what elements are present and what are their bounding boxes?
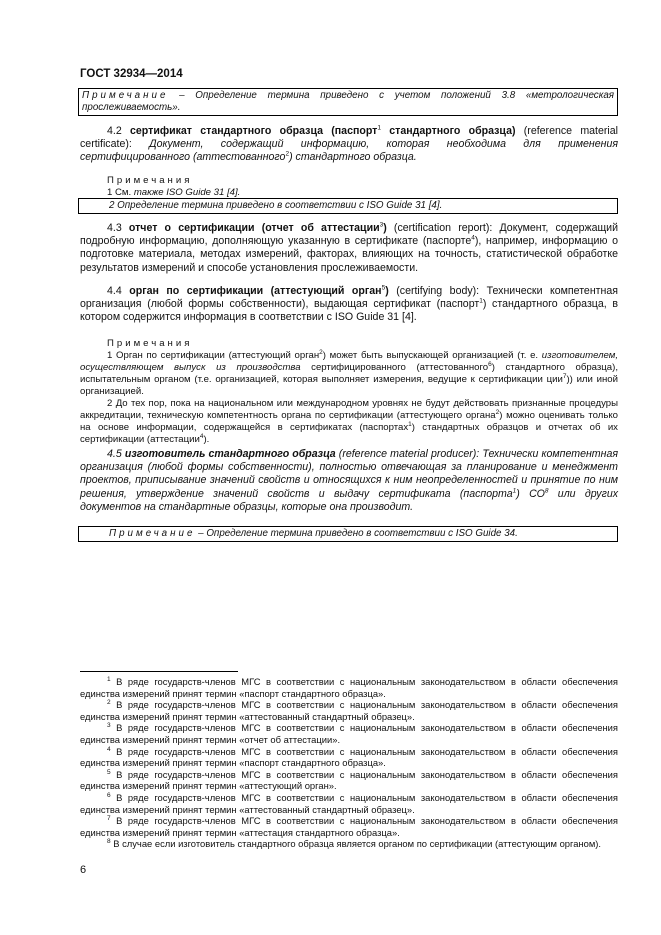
footnote-text: В случае если изготовитель стандартного образца является органом по сертификации (аттестующим органом). bbox=[110, 838, 602, 850]
notes-4-2-2 bbox=[78, 198, 618, 214]
note-3-8 bbox=[78, 88, 618, 116]
footnote-ref: 1 bbox=[512, 487, 517, 495]
footnote-text: В ряде государств-членов МГС в соответствии с национальным законодательством в области обеспечения единства измерений принят термин «аттестованный стандартный образец». bbox=[80, 792, 618, 815]
footnote-number: 3 bbox=[107, 722, 111, 730]
text-run: ) стандартных образцов и отчетах об их сертификации (аттестации bbox=[80, 422, 618, 445]
text-run: 1 Орган по сертификации (аттестующий орган bbox=[107, 350, 320, 361]
text-run: ) СО bbox=[516, 487, 545, 500]
text-run: (certification report): Документ, содержащий подробную информацию, дополняющую указанную в сертификате (паспорте bbox=[80, 222, 619, 248]
footnote-number: 4 bbox=[107, 745, 111, 753]
text-run: сертификат стандартного образца (паспорт bbox=[130, 125, 378, 137]
text-run: орган по сертификации (аттестующий орган bbox=[129, 285, 382, 297]
text-run: Примечания bbox=[107, 175, 193, 186]
footnote bbox=[80, 746, 618, 769]
footnote-number: 1 bbox=[107, 675, 111, 683]
term-4-4 bbox=[80, 285, 618, 325]
footnote bbox=[80, 838, 618, 850]
footnote-ref: 2 bbox=[495, 408, 500, 416]
text-run: ) bbox=[383, 222, 387, 234]
text-run: ) стандартного образца. bbox=[289, 151, 417, 164]
text-run: Документ, содержащий информацию, которая необходима для применения сертифицированного (аттестованного bbox=[80, 138, 619, 164]
term-4-2 bbox=[80, 125, 618, 165]
text-run: или других документов на стандартные образцы, которые она производит. bbox=[80, 487, 619, 513]
footnote-number: 8 bbox=[107, 838, 111, 846]
footnote-ref: 6 bbox=[488, 360, 492, 368]
footnote-ref: 5 bbox=[381, 284, 386, 292]
footnote-number: 7 bbox=[107, 815, 111, 823]
text-run: 4.3 bbox=[107, 222, 129, 234]
term-4-3 bbox=[80, 222, 618, 275]
footnote bbox=[80, 815, 618, 838]
text-run: 2 До тех пор, пока на национальном или международном уровнях не будут действовать признанные процедуры аккредитации, техническую компетентность органа по сертификации (аттестующего органа bbox=[80, 398, 618, 421]
footnote-ref: 2 bbox=[319, 348, 323, 356]
notes-4-4-2 bbox=[80, 398, 618, 446]
footnote-ref: 2 bbox=[285, 150, 290, 158]
text-run: ) можно оценивать только на основе информации, содержащейся в сертификатах (паспортах bbox=[80, 410, 618, 433]
text-run: ). bbox=[203, 434, 210, 445]
text-run: )) или иной организацией. bbox=[80, 374, 618, 397]
notes-4-4-title bbox=[80, 338, 618, 350]
footnote-number: 5 bbox=[107, 768, 111, 776]
text-run: 1 См. bbox=[107, 187, 134, 198]
footnote-separator bbox=[80, 671, 238, 672]
footnote-text: В ряде государств-членов МГС в соответствии с национальным законодательством в области обеспечения единства измерений принят термин «аттестованный стандартный образец». bbox=[80, 699, 618, 722]
footnote-text: В ряде государств-членов МГС в соответствии с национальным законодательством в области обеспечения единства измерений принят термин «аттестация стандартного образца». bbox=[80, 815, 618, 838]
text-run: 4.4 bbox=[107, 285, 130, 297]
footnote-text: В ряде государств-членов МГС в соответствии с национальным законодательством в области обеспечения единства измерений принят термин «паспорт стандартного образца». bbox=[80, 745, 618, 769]
text-run: Примечание bbox=[109, 528, 196, 539]
footnote-ref: 1 bbox=[377, 124, 381, 132]
footnote-ref: 1 bbox=[479, 297, 483, 305]
text-run: ) bbox=[385, 285, 389, 297]
text-run: отчет о сертификации (отчет об аттестации bbox=[128, 222, 380, 234]
footnote-ref: 8 bbox=[544, 487, 549, 495]
notes-4-4-1 bbox=[80, 350, 618, 398]
text-run: ) стандартного образца, в котором содержится информация в соответствии с ISO Guide 31 [4]. bbox=[80, 298, 618, 324]
footnote-number: 6 bbox=[107, 791, 111, 799]
text-run: сертифицированного (аттестованного bbox=[300, 362, 489, 373]
footnote bbox=[80, 792, 618, 815]
footnote bbox=[80, 722, 618, 745]
footnote bbox=[80, 676, 618, 699]
text-run: – Определение термина приведено в соответствии с ISO Guide 34. bbox=[195, 528, 518, 539]
text-run: – Определение термина приведено с учетом положений 3.8 «метрологическая прослеживаемость». bbox=[82, 90, 614, 113]
text-run: 4.2 bbox=[107, 125, 131, 137]
page-number: 6 bbox=[80, 864, 87, 876]
text-run: ) стандартного образца), испытательным органом (т.е. организацией, которая выполняет измерения, ведущие к сертификации ции bbox=[80, 362, 619, 385]
text-run: также ISO Guide 31 [4]. bbox=[133, 187, 241, 198]
text-run: ), например, информацию о подготовке материала, методах измерений, факторах, влияющих на точность, статистической обработке результатов измерений и способе установления прослеживаемости. bbox=[80, 235, 618, 274]
text-run: изготовитель стандартного образца bbox=[124, 448, 336, 460]
footnote-ref: 4 bbox=[471, 234, 475, 242]
footnote bbox=[80, 699, 618, 722]
footnote-number: 2 bbox=[107, 699, 111, 707]
footnote-ref: 7 bbox=[562, 372, 567, 380]
footnote-text: В ряде государств-членов МГС в соответствии с национальным законодательством в области обеспечения единства измерений принят термин «отчет об аттестации». bbox=[80, 722, 618, 745]
footnote-text: В ряде государств-членов МГС в соответствии с национальным законодательством в области обеспечения единства измерений принят термин «аттестующий орган». bbox=[80, 768, 618, 792]
text-run: (certifying body): Технически компетентная организация (любой формы собственности), выдающая сертификат (паспорт bbox=[80, 285, 619, 311]
footnote-ref: 3 bbox=[379, 221, 384, 229]
footnote-text: В ряде государств-членов МГС в соответствии с национальным законодательством в области обеспечения единства измерений принят термин «паспорт стандартного образца». bbox=[80, 676, 618, 699]
footnote-ref: 1 bbox=[408, 420, 412, 428]
text-run: Примечания bbox=[107, 338, 193, 349]
note-4-5 bbox=[78, 526, 618, 542]
document-header: ГОСТ 32934—2014 bbox=[80, 68, 183, 80]
text-run: 4.5 bbox=[107, 448, 125, 460]
notes-4-2-title bbox=[80, 175, 618, 187]
text-run: (reference material producer): Технически компетентная организация (любой формы собственности), полностью отвечающая за планирование и менеджмент проектов, приписывание значений свойств и относящихся к ним неопределенностей и принятие по ним решения, утверждение значений свойств и выдачу сертификата (паспорта bbox=[80, 448, 619, 500]
term-4-5 bbox=[80, 448, 618, 514]
text-run: Примечание bbox=[82, 90, 169, 101]
text-run: ) может быть выпускающей организацией (т. е. bbox=[322, 350, 542, 361]
text-run: изготовителем, осуществляющем выпуск из производства bbox=[80, 350, 618, 373]
text-run: (reference material certificate): bbox=[80, 125, 619, 151]
footnote-ref: 4 bbox=[199, 432, 204, 440]
footnote bbox=[80, 769, 618, 792]
text-run: 2 Определение термина приведено в соответствии с ISO Guide 31 [4]. bbox=[109, 200, 443, 211]
text-run: стандартного образца) bbox=[380, 125, 516, 137]
